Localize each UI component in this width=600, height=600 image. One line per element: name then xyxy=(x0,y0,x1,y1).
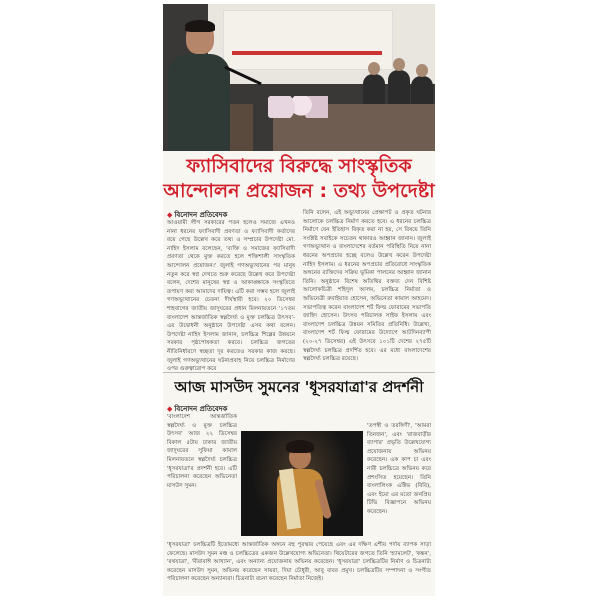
speaker-figure xyxy=(168,22,230,151)
article1-byline: ◆ বিনোদন প্রতিবেদক xyxy=(167,211,228,219)
article2-wide-paragraph: 'ধূসরযাত্রা' চলচ্চিত্রটি ইতোমধ্যে আন্তর্জাতিক অঙ্গনে বহু পুরস্কার পেয়েছে এবং এর দক্ষিণ এশীয় পর্দায় ব্যাপক সাড়া ফেলেছে। মাসউদ সুমন মঞ্চ ও চলচ্চিত্রের একজন উল্লেখযোগ্য অভিনেতা। থিয়েটারের জগতে তিনি 'হ্যামলেট', 'কঙ্কন', 'রথযাত্রা', 'মীরাবাঈ আখ্যান', এবং অন্যান্য প্রযোজনায় অভিনয় করেছেন। 'ধূসরযাত্রা' চলচ্চিত্রটির নির্মাণ ও চিত্রনাট্য করেছেন মাসউদ সুমন, অভিনয় করেছেন সায়রা, দিয়া চৌধুরী, আবু বাবর প্রমুখ। চলচ্চিত্রটির সম্পাদনা ও সংগীত পরিচালনা করেছেন অন্যান্যরা। চিত্রনাট্য রচনা করেছেন নির্মাতা নিজেই। xyxy=(167,542,431,583)
byline-bullet-icon: ◆ xyxy=(167,211,173,219)
article2-column-1: 'বাংলাদেশ আন্তর্জাতিক স্বল্পদৈর্ঘ্য ও মুক্ত চলচ্চিত্র উৎসব' আজ ২২ ডিসেম্বর বিকাল ৫টায় ঢাকার জাতীয় জাদুঘরের সুফিয়া কামাল মিলনায়তনে স্বল্পদৈর্ঘ্য চলচ্চিত্র 'ধূসরযাত্রা'র প্রদর্শনী হবে। এটি পরিচালনা করেছেন অভিনেতা মাসউদ সুমন। xyxy=(167,414,237,489)
article2-byline: ◆ বিনোদন প্রতিবেদক xyxy=(167,405,228,413)
newspaper-clipping xyxy=(163,4,435,596)
article1-headline: ফ্যাসিবাদের বিরুদ্ধে সাংস্কৃতিক আন্দোলন প্রয়োজন : তথ্য উপদেষ্টা xyxy=(163,155,435,202)
article2-headline: আজ মাসউদ সুমনের 'ধূসরযাত্রা'র প্রদর্শনী xyxy=(174,378,424,396)
byline-bullet-icon: ◆ xyxy=(167,405,173,413)
stage-banner xyxy=(223,10,393,70)
article1-column-1: আওয়ামী লীগ সরকারের পতন হলেও সমাজে এখনও নানা ধরনের ফ্যাসিবাদী প্রবণতা ও ফ্যাসিবাদী কর্তাদের রয়ে গেছে উল্লেখ করে তথ্য ও সম্প্রচার উপদেষ্টা মো. নাহিদ ইসলাম বলেছেন, 'ব্যক্তি ও সমাজের ফ্যাসিবাদী প্রবণতা থেকে মুক্ত করতে হলে শক্তিশালী সাংস্কৃতিক আন্দোলন প্রয়োজন।' জুলাই গণঅভ্যুত্থানের পর মানুষ নতুন করে স্বপ্ন দেখতে শুরু করেছে উল্লেখ করে উপদেষ্টা বলেন, দেশের মানুষের স্বপ্ন ও আকাঙ্ক্ষাকে সংস্কৃতিতে রূপায়ণ করা আমাদের দায়িত্ব। এটি করা সম্ভব হলে জুলাই গণঅভ্যুত্থানের চেতনা দীর্ঘস্থায়ী হবে। ২০ ডিসেম্বর শাহবাগের জাতীয় জাদুঘরের প্রধান মিলনায়তনে '১৭তম বাংলাদেশ আন্তর্জাতিক স্বল্পদৈর্ঘ্য ও মুক্ত চলচ্চিত্র উৎসব'-এর উদ্বোধনী অনুষ্ঠানে উপদেষ্টা এসব কথা বলেন। উপদেষ্টা নাহিদ ইসলাম জানান, চলচ্চিত্র শিল্পের উন্নয়নে সরকার পৃষ্ঠপোষকতা করবে। চলচ্চিত্র জগতের নীতিনির্ধারণে স্বচ্ছতা দূর করতেও সরকার কাজ করছে। জুলাই গণঅভ্যুত্থানের ঘটনাপ্রবাহ নিয়ে চলচ্চিত্র নির্মাণের ওপর গুরুত্বারোপ করে xyxy=(167,220,295,373)
actor-photo xyxy=(241,431,363,536)
article-divider xyxy=(163,372,435,373)
flower-arrangement xyxy=(268,96,328,118)
article2-column-2: 'তপস্বী ও তরঙ্গিণী', 'আমরা তিনজন', এবং 'রাজবাড়ীর ব্যাপার' প্রভৃতি উল্লেখযোগ্য প্রযোজনায় অভিনয় করেছেন। এক কাপ চা এবং নারী চলচ্চিত্রে অভিনয় করে প্রশংসিত হয়েছেন। তিনি বাংলালিংক এক্টিভ (বিবি), এবং ইমো এর মতো জনপ্রিয় টিভি বিজ্ঞাপনে অভিনয় করেছেন। xyxy=(367,423,431,515)
top-news-photo xyxy=(163,4,435,151)
article1-column-2: তিনি বলেন, এই অভ্যুত্থানের প্রেক্ষাপট ও প্রকৃত ঘটনার আলোকে চলচ্চিত্র নির্মাণ করতে হবে। এ ধরনের চলচ্চিত্র নির্মাণে যেন ইতিহাস বিকৃত করা না হয়, সে বিষয়ে তিনি সংশ্লিষ্ট সবাইকে সচেতন থাকারও আহ্বান জানান। জুলাই গণঅভ্যুত্থান ও বাংলাদেশের বর্তমান পরিস্থিতি নিয়ে নানা ধরনের অপপ্রচার হচ্ছে বলেও উল্লেখ করেন উপদেষ্টা নাহিদ ইসলাম। এ ধরনের অপপ্রচার প্রতিরোধে সাংস্কৃতিক অঙ্গনের ব্যক্তিদের সক্রিয় ভূমিকা পালনের আহ্বান জানান তিনি। অনুষ্ঠানে বিশেষ অতিথির বক্তব্য দেন বিশিষ্ট আলোকচিত্রী শহিদুল আলম, চলচ্চিত্র নির্মাতা ও অভিনেত্রী রুবাইয়াত হোসেন, অভিনেতা কামাল আহমেদ। সভাপতিত্ব করেন বাংলাদেশ শর্ট ফিল্ম ফোরামের সভাপতি জাহিদ হোসেন। উৎসব পরিচালক সাইফ ইসলাম এবং বাংলাদেশ চলচ্চিত্র উন্নয়ন সমিতির প্রতিনিধি। উল্লেখ্য, বাংলাদেশ শর্ট ফিল্ম ফোরামের উদ্যোগে আটদিনব্যাপী (২০-২৭ ডিসেম্বর) এই উৎসবে ১০১টি দেশের ২৭৫টি স্বল্পদৈর্ঘ্য চলচ্চিত্র প্রদর্শিত হবে। এর মধ্যে বাংলাদেশের স্বল্পদৈর্ঘ্য চলচ্চিত্র রয়েছে। xyxy=(303,210,431,363)
